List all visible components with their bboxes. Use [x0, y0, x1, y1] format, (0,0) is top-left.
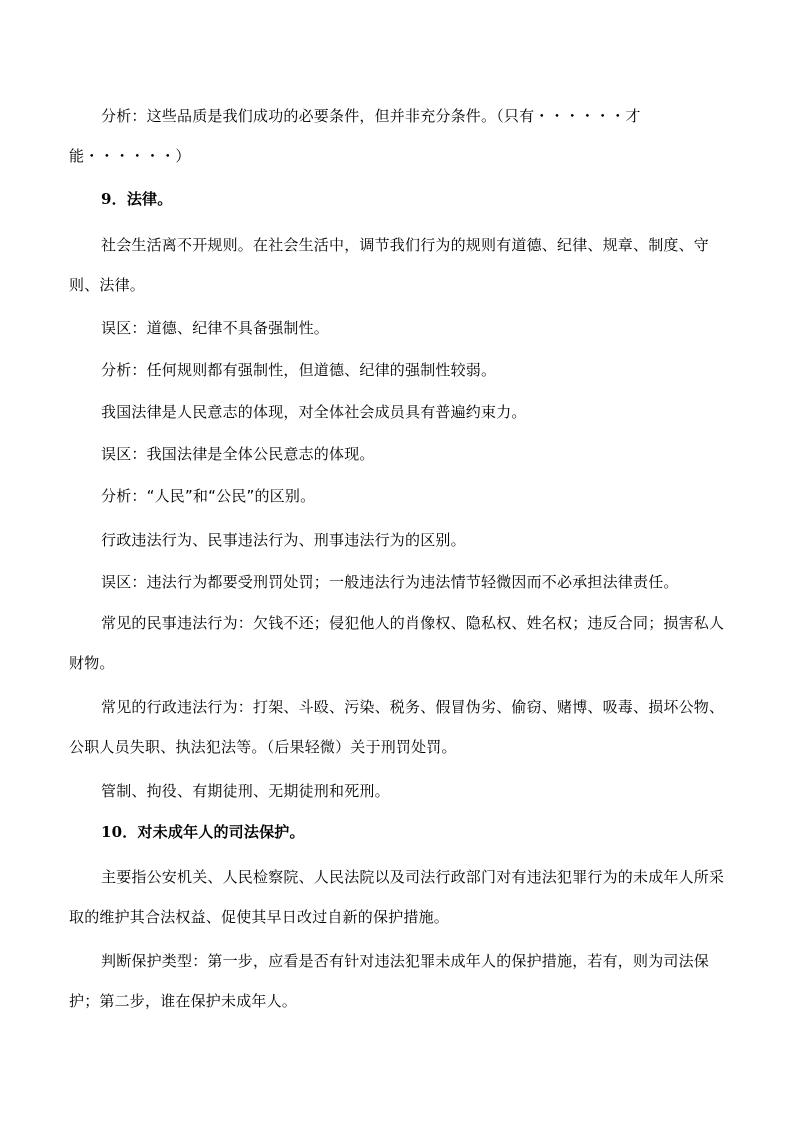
- paragraph-analysis-people-citizens: 分析：“人民”和“公民”的区别。: [101, 487, 316, 505]
- paragraph-analysis-rules: 分析：任何规则都有强制性，但道德、纪律的强制性较弱。: [101, 361, 497, 379]
- paragraph-analysis-qualities: 分析：这些品质是我们成功的必要条件，但并非充分条件。（只有・・・・・・才能・・・・・・）: [69, 107, 641, 165]
- paragraph-protection-type-judgment: 判断保护类型：第一步，应看是否有针对违法犯罪未成年人的保护措施，若有，则为司法保护；第二步，谁在保护未成年人。: [69, 952, 710, 1010]
- paragraph-law-people-will: 我国法律是人民意志的体现，对全体社会成员具有普遍约束力。: [101, 403, 527, 421]
- paragraph-misconception-citizens: 误区：我国法律是全体公民意志的体现。: [101, 445, 375, 463]
- section-heading-law: 9．法律。: [101, 190, 173, 208]
- paragraph-administrative-violations: 常见的行政违法行为：打架、斗殴、污染、税务、假冒伪劣、偷窃、赌博、吸毒、损坏公物、公职人员失职、执法犯法等。（后果轻微）关于刑罚处罚。: [69, 698, 725, 756]
- paragraph-social-rules: 社会生活离不开规则。在社会生活中，调节我们行为的规则有道德、纪律、规章、制度、守则、法律。: [69, 236, 710, 294]
- paragraph-misconception-punishment: 误区：违法行为都要受刑罚处罚；一般违法行为违法情节轻微因而不必承担法律责任。: [101, 573, 679, 591]
- paragraph-penalty-types: 管制、拘役、有期徒刑、无期徒刑和死刑。: [101, 782, 390, 800]
- paragraph-misconception-morality: 误区：道德、纪律不具备强制性。: [101, 319, 330, 337]
- section-heading-judicial-protection: 10．对未成年人的司法保护。: [101, 823, 305, 841]
- paragraph-violation-types: 行政违法行为、民事违法行为、刑事违法行为的区别。: [101, 531, 466, 549]
- paragraph-civil-violations: 常见的民事违法行为：欠钱不还；侵犯他人的肖像权、隐私权、姓名权；违反合同；损害私人财物。: [69, 614, 725, 672]
- paragraph-judicial-protection-definition: 主要指公安机关、人民检察院、人民法院以及司法行政部门对有违法犯罪行为的未成年人所采取的维护其合法权益、促使其早日改过自新的保护措施。: [69, 868, 725, 926]
